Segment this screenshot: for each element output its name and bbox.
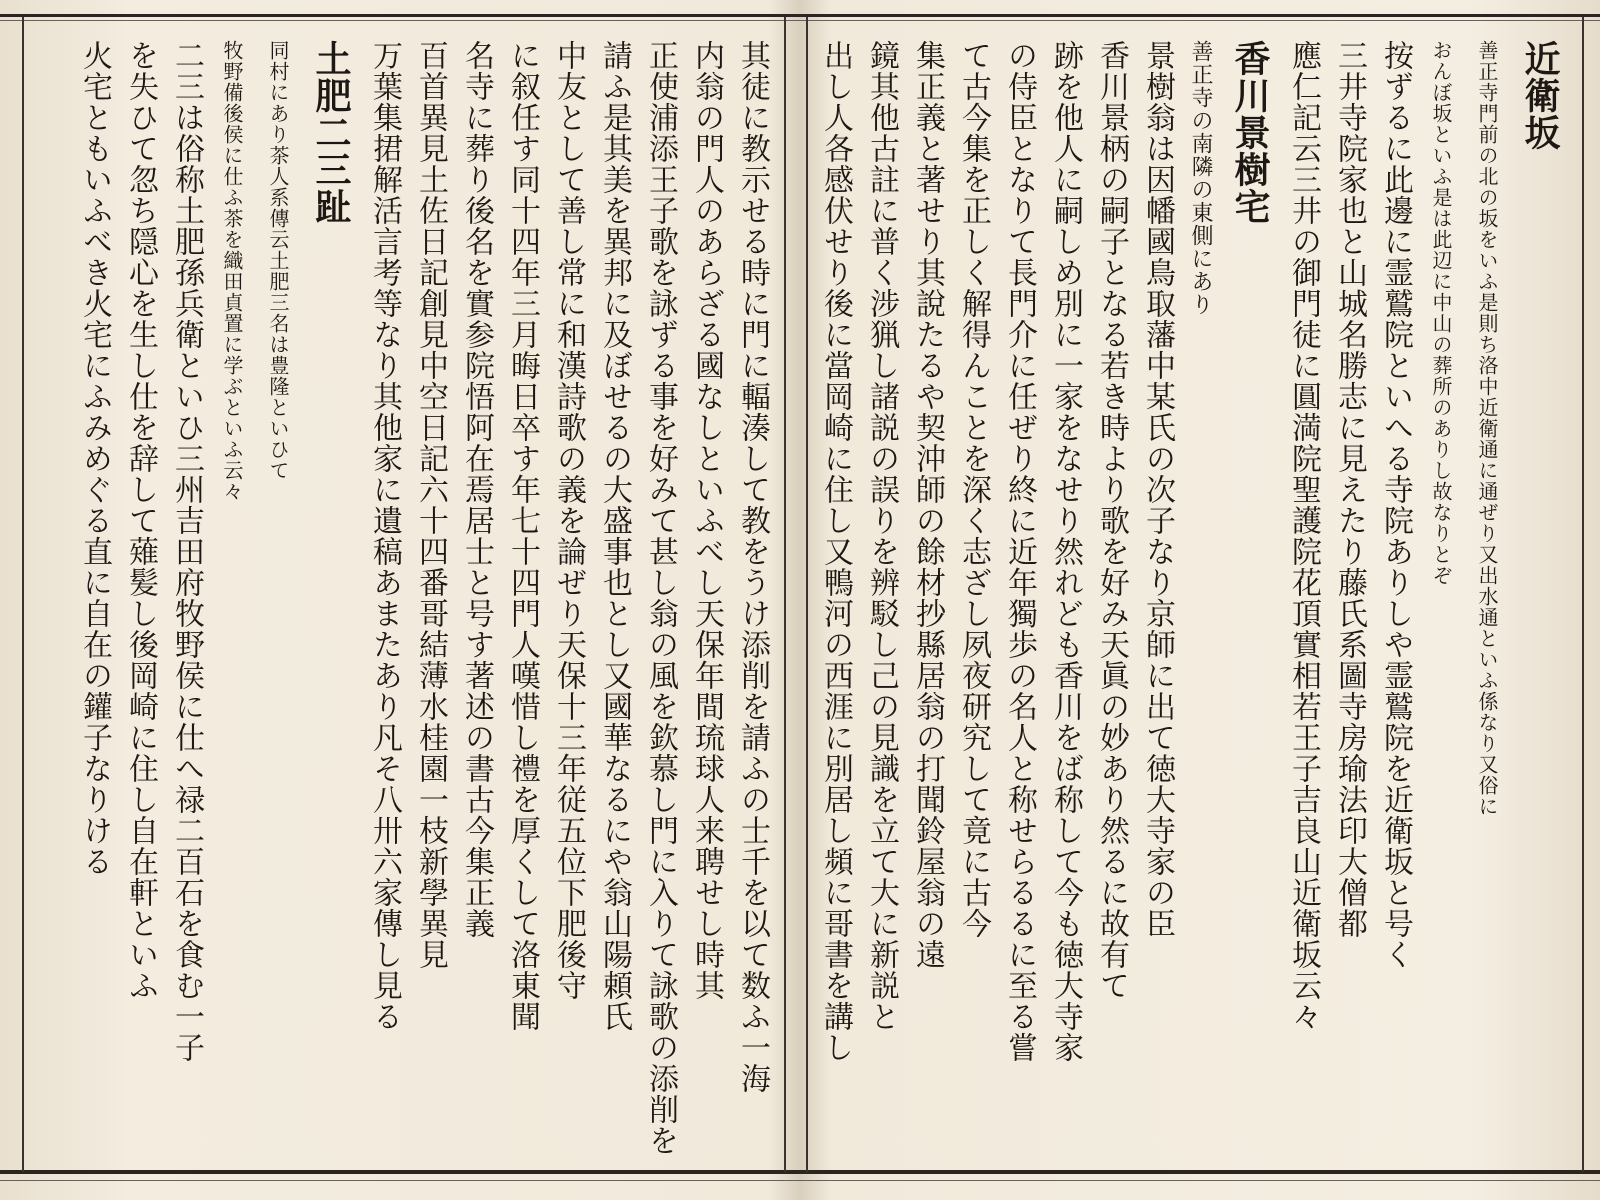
- text-column: て古今集を正しく解得んことを深く志ざし夙夜研究して竟に古今: [956, 40, 991, 939]
- text-column: 景樹翁は因幡國鳥取藩中某氏の次子なり京師に出て徳大寺家の臣: [1140, 40, 1175, 939]
- subheading-note: 善正寺の南隣の東側にあり: [1188, 40, 1213, 316]
- text-column: 正使浦添王子歌を詠ずる事を好みて甚し翁の風を欽慕し門に入りて詠歌の添削を: [643, 40, 678, 1156]
- text-column: 中友として善し常に和漢詩歌の義を論ぜり天保十三年従五位下肥後守: [551, 40, 586, 1001]
- bottom-border-line: [0, 1170, 1600, 1174]
- text-column: 集正義と著せり其說たるや契沖師の餘材抄縣居翁の打聞鈴屋翁の遠: [910, 40, 945, 970]
- heading-note: 善正寺門前の北の坂をいふ是則ち洛中近衛通に通ぜり又出水通といふ係なり又俗に: [1475, 40, 1499, 817]
- text-column: 請ふ是其美を異邦に及ぼせるの大盛事也とし又國華なるにや翁山陽頼氏: [597, 40, 632, 1032]
- left-page: [40, 40, 775, 1160]
- heading-note-2: おんぼ坂といふ是は此辺に中山の葬所のありし故なりとぞ: [1429, 40, 1453, 586]
- text-column: 名寺に葬り後名を實参院悟阿在焉居士と号す著述の書古今集正義: [459, 40, 494, 939]
- left-page-edge: [22, 17, 24, 1172]
- text-column: 万葉集捃解活言考等なり其他家に遺稿あまたあり凡そ八卅六家傳し見る: [367, 40, 402, 1032]
- top-border-line-inner: [0, 20, 1600, 21]
- text-column: 二三は俗称土肥孫兵衛といひ三州吉田府牧野侯に仕へ禄二百石を食む一子: [169, 40, 204, 1063]
- text-column: 出し人各感伏せり後に當岡崎に住し又鴨河の西涯に別居し頻に哥書を講し: [818, 40, 853, 1063]
- text-column: 按ずるに此邊に霊鷲院といへる寺院ありしや霊鷲院を近衛坂と号く: [1378, 40, 1413, 970]
- section-heading: 土肥二三趾: [310, 40, 352, 225]
- text-column: 跡を他人に嗣しめ別に一家をなせり然れども香川をば称して今も徳大寺家: [1048, 40, 1083, 1063]
- text-column: を失ひて忽ち隠心を生し仕を辞して薙髪し後岡崎に住し自在軒といふ: [123, 40, 158, 1001]
- right-page: [820, 40, 1570, 1160]
- section-heading: 近衛坂: [1519, 40, 1561, 151]
- text-column: 應仁記云三井の御門徒に圓満院聖護院花頂實相若王子吉良山近衛坂云々: [1286, 40, 1321, 1032]
- heading-note-2: 牧野備後侯に仕ふ茶を織田貞置に学ぶといふ云々: [220, 40, 244, 502]
- gutter-rule-right: [806, 17, 808, 1172]
- poem-column: 火宅ともいふべき火宅にふみめぐる直に自在の鑵子なりける: [77, 40, 112, 877]
- text-column: に叙任す同十四年三月晦日卒す年七十四門人嘆惜し禮を厚くして洛東聞: [505, 40, 540, 1032]
- text-column: の侍臣となりて長門介に任ぜり終に近年獨歩の名人と称せらるるに至る嘗: [1002, 40, 1037, 1063]
- text-column: 其徒に教示せる時に門に輻湊して教をうけ添削を請ふの士千を以て数ふ一海: [735, 40, 770, 1094]
- right-page-edge: [1582, 17, 1584, 1172]
- gutter-rule-left: [784, 17, 786, 1172]
- heading-note: 同村にあり茶人系傳云土肥三名は豊隆といひて: [266, 40, 290, 481]
- section-heading: 香川景樹宅: [1229, 40, 1271, 225]
- text-column: 香川景柄の嗣子となる若き時より歌を好み天眞の妙あり然るに故有て: [1094, 40, 1129, 1001]
- text-column: 内翁の門人のあらざる國なしといふべし天保年間琉球人来聘せし時其: [689, 40, 724, 1001]
- bottom-border-line-inner: [0, 1180, 1600, 1181]
- text-column: 三井寺院家也と山城名勝志に見えたり藤氏系圖寺房瑜法印大僧都: [1332, 40, 1367, 939]
- top-border-line: [0, 14, 1600, 17]
- text-column: 百首異見土佐日記創見中空日記六十四番哥結薄水桂園一枝新學異見: [413, 40, 448, 970]
- text-column: 鏡其他古註に普く涉猟し諸説の誤りを辨駁し己の見識を立て大に新説と: [864, 40, 899, 1032]
